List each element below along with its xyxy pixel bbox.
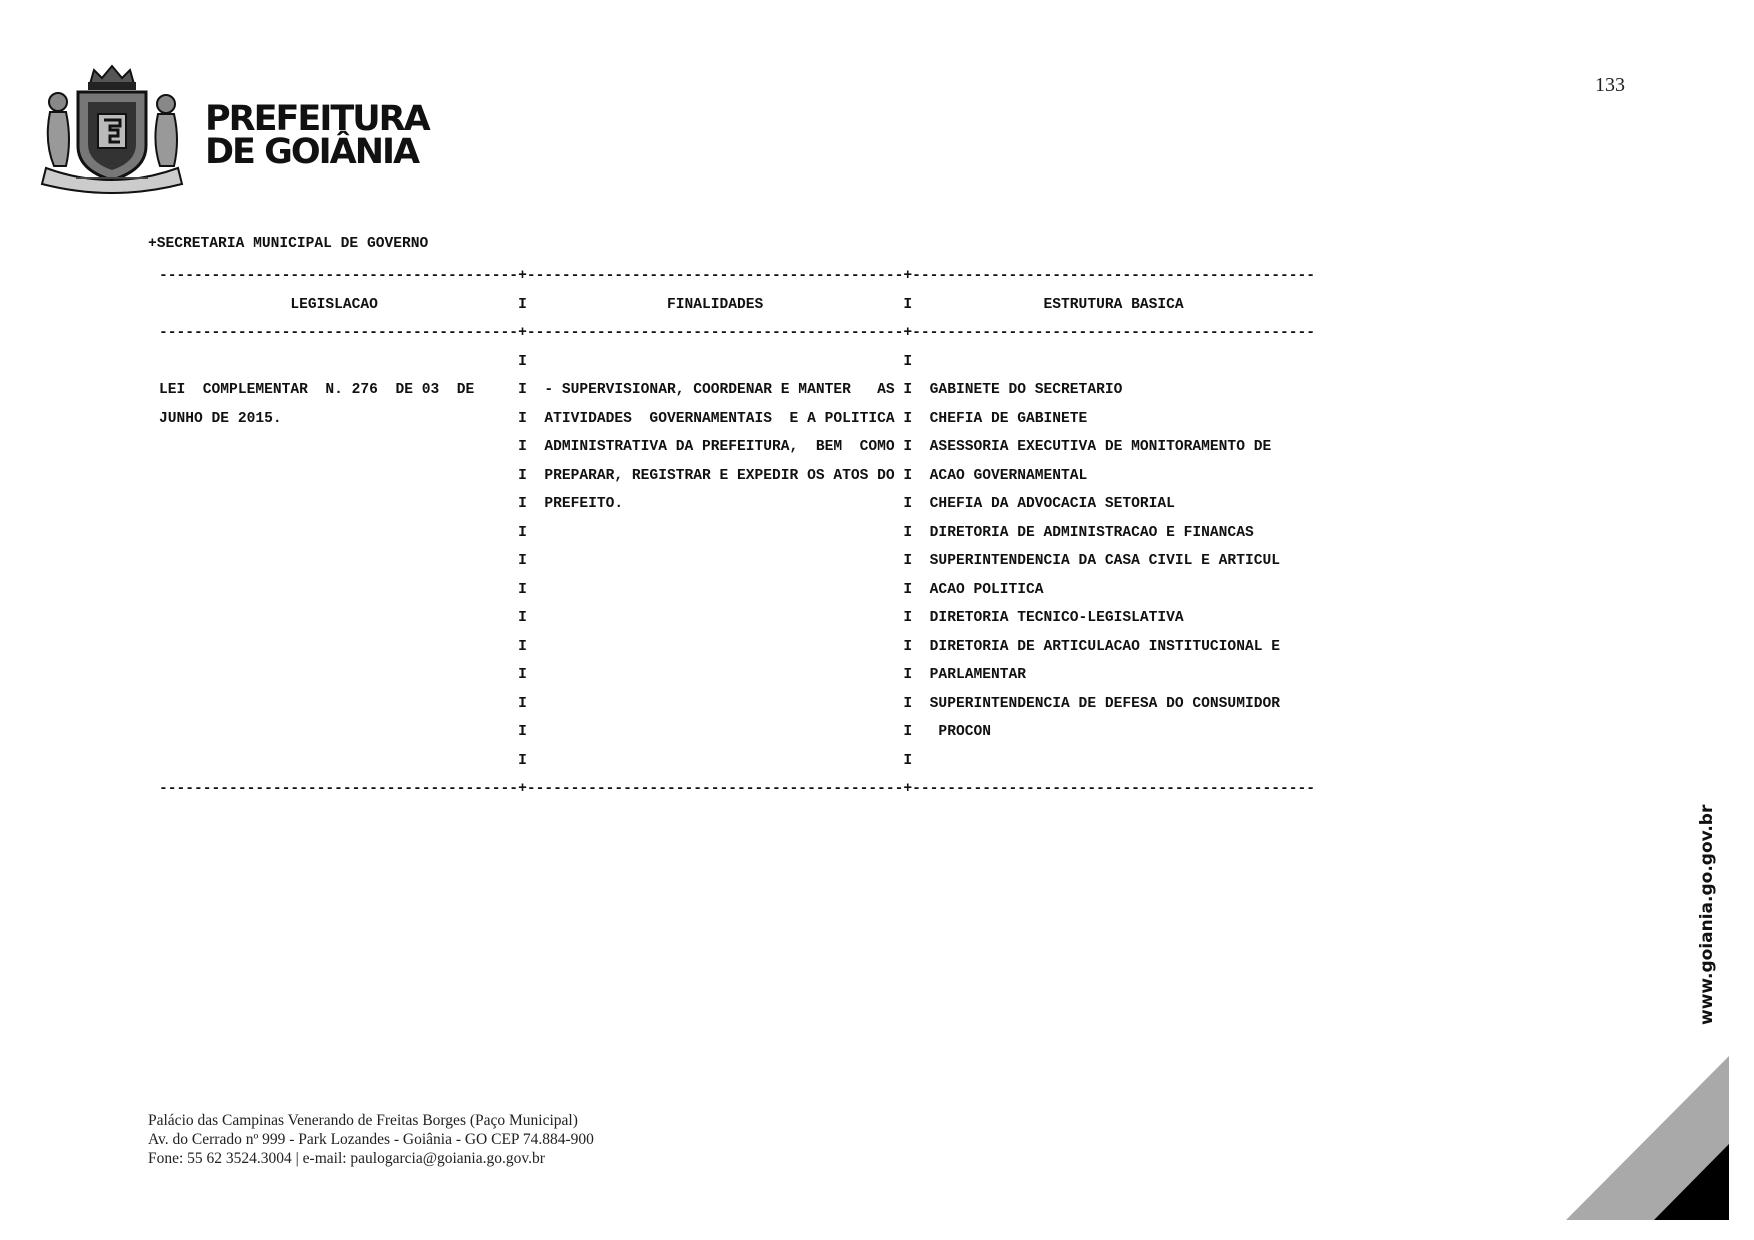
table-row: I I SUPERINTENDENCIA DE DEFESA DO CONSUMIDOR (518, 695, 1280, 712)
footer-line-1: Palácio das Campinas Venerando de Freitas Borges (Paço Municipal) (148, 1112, 578, 1129)
structure-table (159, 262, 1315, 804)
coat-of-arms-logo (36, 62, 188, 194)
table-rule: -----------------------------------------+-------------------------------------------+---------------------------------------------- (159, 325, 1316, 341)
table-row: I PREFEITO. I CHEFIA DA ADVOCACIA SETORIAL (518, 496, 1175, 512)
table-row: I I PROCON (518, 724, 991, 740)
section-title: +SECRETARIA MUNICIPAL DE GOVERNO (148, 236, 429, 252)
footer-address (148, 1111, 594, 1168)
table-row: I I PARLAMENTAR (518, 667, 1027, 683)
corner-decoration (1566, 1056, 1729, 1220)
prefeitura-brand (205, 99, 429, 172)
table-rule: -----------------------------------------+-------------------------------------------+---------------------------------------------- (159, 268, 1316, 284)
table-row: I ADMINISTRATIVA DA PREFEITURA, BEM COMO I ASESSORIA EXECUTIVA DE MONITORAMENTO DE (518, 439, 1272, 455)
table-row: LEI COMPLEMENTAR N. 276 DE 03 DE I - SUPERVISIONAR, COORDENAR E MANTER AS I GABINETE DO SECRETARIO (159, 382, 1123, 398)
page-number: 133 (1595, 74, 1625, 96)
table-rule: -----------------------------------------+-------------------------------------------+---------------------------------------------- (159, 781, 1316, 797)
table-row: I I ACAO POLITICA (518, 581, 1044, 598)
table-row: I I DIRETORIA TECNICO-LEGISLATIVA (518, 610, 1184, 626)
table-row: I I (518, 353, 913, 370)
brand-line-1: PREFEITURA (205, 99, 429, 139)
footer-line-3: Fone: 55 62 3524.3004 | e-mail: paulogarcia@goiania.go.gov.br (148, 1150, 545, 1167)
brand-line-2: DE GOIÂNIA (205, 132, 419, 172)
table-row: JUNHO DE 2015. I ATIVIDADES GOVERNAMENTAIS E A POLITICA I CHEFIA DE GABINETE (159, 410, 1088, 427)
website-url: www.goiania.go.gov.br (1697, 804, 1717, 1025)
footer-line-2: Av. do Cerrado nº 999 - Park Lozandes - Goiânia - GO CEP 74.884-900 (148, 1131, 594, 1148)
table-row: I I (518, 752, 913, 769)
table-row: I PREPARAR, REGISTRAR E EXPEDIR OS ATOS DO I ACAO GOVERNAMENTAL (518, 467, 1088, 484)
table-row: I I DIRETORIA DE ARTICULACAO INSTITUCIONAL E (518, 638, 1280, 655)
table-header-row: LEGISLACAO I FINALIDADES I ESTRUTURA BASICA (290, 296, 1184, 313)
table-row: I I SUPERINTENDENCIA DA CASA CIVIL E ARTICUL (518, 553, 1280, 569)
table-row: I I DIRETORIA DE ADMINISTRACAO E FINANCAS (518, 524, 1254, 541)
